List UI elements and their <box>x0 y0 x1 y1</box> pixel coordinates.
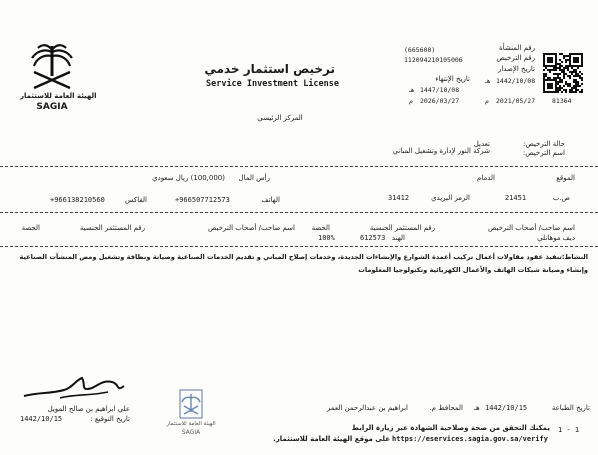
stamp-emblem-icon <box>165 388 217 422</box>
print-date-suffix: هـ <box>474 404 480 412</box>
expiry-hijri-value: 1447/10/08 <box>420 86 460 94</box>
print-date-label: تاريخ الطباعة <box>551 404 590 412</box>
activity-line-1: النشاط:تنفيذ عقود مقاولات أعمال تركيب أعمدة الشوارع والإنشاءات الجديدة، وخدمات إصلاح المباني و تقديم الخدمات الصناعية وصيانة ونظافة وتشغيل ومص المنشآت الصناعية <box>19 253 588 261</box>
verify-line-1: يمكنك التحقق من صحة وصلاحية الشهادة عبر زيارة الرابط <box>351 424 550 432</box>
activity-line-2: وإنشاء وصيانة شبكات الهاتف والأعمال الكهربائية وتكنولوجيا المعلومات <box>358 266 588 274</box>
license-status-value: تعديل <box>473 140 490 148</box>
qr-code <box>543 53 583 93</box>
capital-label: رأس المال <box>238 174 270 182</box>
qr-code-number: 81364 <box>552 97 572 105</box>
sagia-stamp <box>165 388 217 438</box>
po-box-label: ص.ب <box>552 194 570 202</box>
phone-label: الهاتف <box>261 196 280 204</box>
postal-code-label: الرمز البريدي <box>431 194 470 202</box>
location-label: الموقع <box>556 174 575 182</box>
license-title-arabic: ترخيص استثمار خدمي <box>204 62 335 76</box>
print-date-value: 1442/10/15 <box>485 404 528 412</box>
license-no-label: رقم الترخيص <box>496 54 535 62</box>
signature-date-value: 1442/10/15 <box>20 415 63 423</box>
license-title-english: Service Investment License <box>205 79 340 89</box>
stamp-latin: SAGIA <box>181 429 201 436</box>
divider-1 <box>0 166 598 167</box>
expiry-hijri-suffix: هـ <box>409 86 415 94</box>
owners-header-investor-1: رقم المستثمر الجنسية <box>369 224 435 232</box>
palm-swords-emblem-icon <box>20 42 84 92</box>
owner-name: ديف موهانلي <box>537 234 575 242</box>
po-box-value: 21451 <box>505 194 527 202</box>
qr-code-icon <box>543 53 583 93</box>
issue-hijri-value: 1442/10/08 <box>496 77 536 85</box>
location-value: الدمام <box>477 174 495 182</box>
owners-header-share-2: الحصة <box>21 224 40 232</box>
license-name-label: اسم الترخيص: <box>522 149 565 157</box>
capital-value: (100,000) ريال سعودي <box>152 174 225 182</box>
license-no-value: 112094210105006 <box>404 56 463 64</box>
expiry-gregorian-value: 2026/03/27 <box>420 97 460 105</box>
owners-header-investor-2: رقم المستثمر الجنسية <box>79 224 145 232</box>
owners-header-name-2: اسم صاحب/ أصحاب الترخيص <box>208 224 295 232</box>
agency-latin-name: SAGIA <box>36 102 68 112</box>
verify-link[interactable]: https://eservices.sagia.gov.sa/verify <box>392 435 548 443</box>
handwritten-signature <box>20 374 130 402</box>
owner-nationality: الهند <box>391 234 405 242</box>
divider-3 <box>0 246 598 247</box>
license-name-value: شركة النور لإدارة وتشغيل المباني <box>392 147 490 155</box>
facility-no-value: (665600) <box>404 46 436 54</box>
governor-name: ابراهيم بن عبدالرحمن العمر <box>326 404 408 412</box>
verify-line-3: على موقع الهيئة العامة للاستثمار. <box>273 435 390 443</box>
issue-gregorian-suffix: م <box>485 97 490 105</box>
page-number: 1 - 1 <box>558 426 580 434</box>
owners-header-name-1: اسم صاحب/ أصحاب الترخيص <box>488 224 575 232</box>
facility-no-label: رقم المنشأة <box>499 44 535 52</box>
sagia-logo <box>20 42 97 112</box>
owner-share: 100% <box>318 234 335 242</box>
postal-code-value: 31412 <box>388 194 410 202</box>
license-status-label: حالة الترخيص: <box>523 140 565 148</box>
stamp-text: الهيئة العامة للاستثمار <box>166 421 216 427</box>
fax-value: +966138210560 <box>50 196 105 204</box>
owners-header-share-1: الحصة <box>311 224 330 232</box>
signature-date-label: تاريخ التوقيع : <box>90 415 130 423</box>
owner-investor-no: 612573 <box>360 234 386 242</box>
phone-value: +966507712573 <box>175 196 230 204</box>
agency-arabic-name: الهيئة العامة للاستثمار <box>20 92 97 100</box>
issue-hijri-suffix: هـ <box>485 77 491 85</box>
expiry-date-label: تاريخ الإنتهاء <box>435 75 470 83</box>
governor-label: المحافظ م. <box>429 404 463 412</box>
issue-gregorian-value: 2021/05/27 <box>496 97 536 105</box>
issue-date-label: تاريخ الإصدار <box>497 65 535 73</box>
expiry-gregorian-suffix: م <box>409 97 414 105</box>
signer-name: علي ابراهيم بن صالح المويل <box>47 405 130 413</box>
fax-label: الفاكس <box>124 196 147 204</box>
divider-2 <box>0 212 598 213</box>
main-center-label: المركز الرئيسي <box>257 114 303 122</box>
